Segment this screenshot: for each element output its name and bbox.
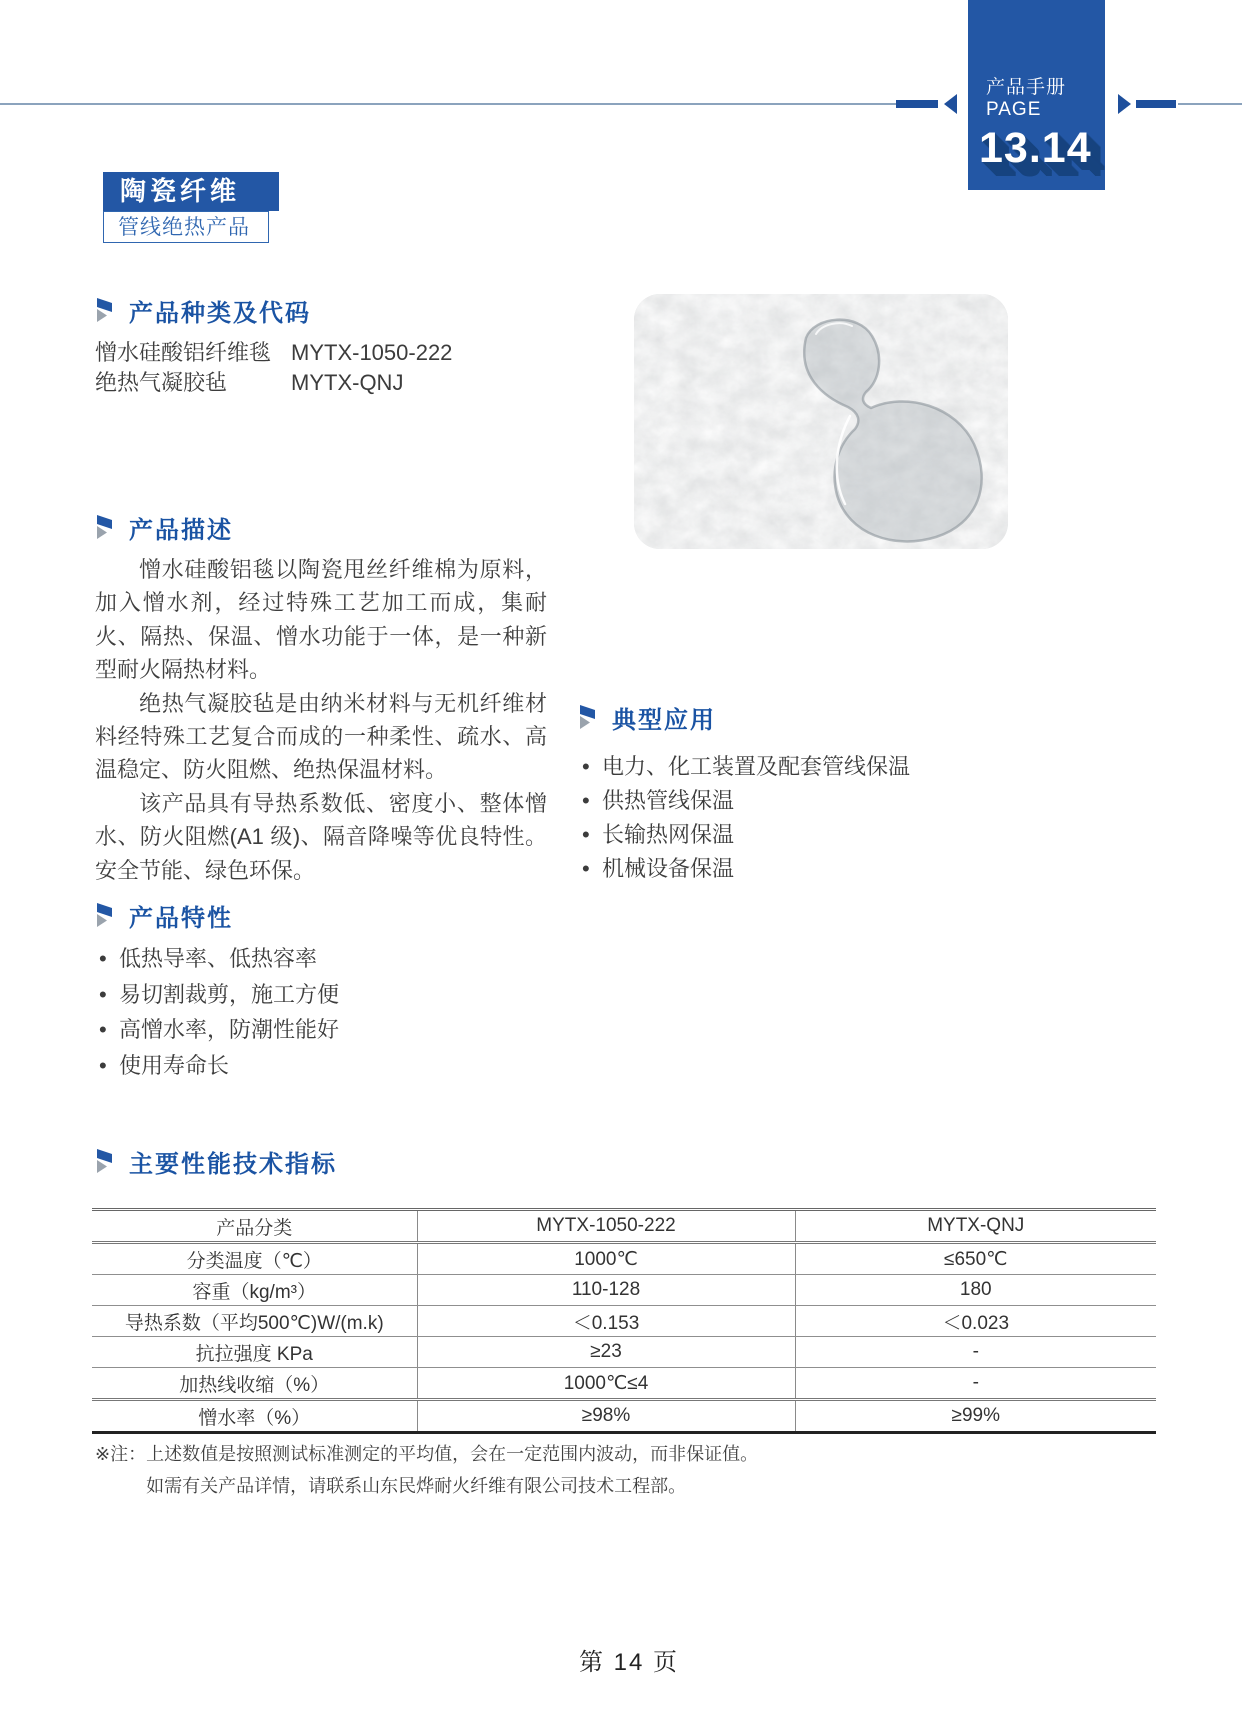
table-row [92,1306,1156,1337]
note-line: 上述数值是按照测试标准测定的平均值，会在一定范围内波动，而非保证值。 [146,1444,759,1464]
flag-icon [95,515,114,540]
row-label: 分类温度（℃） [92,1243,417,1275]
section-title: 产品描述 [129,517,233,544]
section-heading-specs [95,1144,337,1179]
list-item [95,368,555,398]
page-number-box [968,0,1105,190]
booklet-label: 产品手册 [986,77,1067,98]
section-heading-applications [578,700,716,735]
row-label: 导热系数（平均500℃)W/(m.k) [92,1306,417,1337]
cell-value: - [795,1337,1156,1368]
arrow-left-icon [944,94,957,114]
list-item [95,338,555,368]
note-line: 如需有关产品详情，请联系山东民烨耐火纤维有限公司技术工程部。 [146,1476,687,1496]
page-number: 13.14 [979,124,1092,172]
list-item: • 使用寿命长 [97,1048,537,1084]
cell-value: 110-128 [417,1275,795,1306]
note-lines [146,1438,758,1502]
description-text [95,553,547,887]
table-header-row [92,1210,1156,1243]
list-item: • 电力、化工装置及配套管线保温 [580,750,1020,784]
cell-value: 180 [795,1275,1156,1306]
flag-icon [95,903,114,928]
product-code: MYTX-1050-222 [291,340,453,365]
flag-icon [578,705,597,730]
product-code: MYTX-QNJ [291,370,404,395]
category-title-badge: 陶瓷纤维 [103,172,279,211]
row-label: 加热线收缩（%） [92,1368,417,1400]
flag-icon [95,1149,114,1174]
section-title: 典型应用 [612,707,716,734]
paragraph: 该产品具有导热系数低、密度小、整体憎水、防火阻燃(A1 级)、隔音降噪等优良特性。安全节能、绿色环保。 [95,790,547,883]
cell-value: ≥23 [417,1337,795,1368]
header-cell: 产品分类 [92,1210,417,1243]
header-rule-left [0,103,936,105]
table-row [92,1368,1156,1400]
product-name: 绝热气凝胶毡 [95,370,228,395]
subcategory-title-badge: 管线绝热产品 [103,211,269,243]
header-rule-bar-left [896,100,938,108]
section-heading-description [95,510,233,545]
arrow-right-icon [1118,94,1131,114]
product-photo [634,294,1008,549]
list-item: • 供热管线保温 [580,784,1020,818]
cell-value: - [795,1368,1156,1400]
row-label: 容重（kg/m³） [92,1275,417,1306]
cell-value: 1000℃≤4 [417,1368,795,1400]
note-label: ※注： [95,1444,147,1464]
list-item: • 低热导率、低热容率 [97,941,537,977]
cell-value: ＜0.023 [795,1306,1156,1337]
section-title: 主要性能技术指标 [129,1151,337,1178]
header-rule-bar-right [1136,100,1176,108]
section-heading-product-types [95,293,311,328]
list-item: • 长输热网保温 [580,818,1020,852]
cell-value: 1000℃ [417,1243,795,1275]
header-cell: MYTX-1050-222 [417,1210,795,1243]
table-footnote [95,1438,758,1502]
cell-value: ≥98% [417,1400,795,1433]
cell-value: ＜0.153 [417,1306,795,1337]
features-list [97,941,537,1083]
table-row [92,1243,1156,1275]
flag-icon [95,298,114,323]
table-row [92,1275,1156,1306]
list-item: • 易切割裁剪，施工方便 [97,977,537,1013]
list-item: • 高憎水率，防潮性能好 [97,1012,537,1048]
section-title: 产品特性 [129,905,233,932]
applications-list [580,750,1020,886]
row-label: 抗拉强度 KPa [92,1337,417,1368]
footer-page-number: 第 14 页 [578,1649,680,1676]
page-word-label: PAGE [986,99,1042,120]
paragraph: 憎水硅酸铝毯以陶瓷甩丝纤维棉为原料，加入憎水剂，经过特殊工艺加工而成，集耐火、隔热、保温、憎水功能于一体，是一种新型耐火隔热材料。 [95,557,547,683]
header-rule-right [1178,103,1242,105]
product-name: 憎水硅酸铝纤维毯 [95,340,272,365]
header-cell: MYTX-QNJ [795,1210,1156,1243]
section-title: 产品种类及代码 [129,300,311,327]
row-label: 憎水率（%） [198,1407,311,1429]
section-heading-features [95,898,233,933]
table-row [92,1400,1156,1433]
fiber-blanket-image [634,294,1008,549]
paragraph: 绝热气凝胶毡是由纳米材料与无机纤维材料经特殊工艺复合而成的一种柔性、疏水、高温稳定、防火阻燃、绝热保温材料。 [95,690,547,783]
cell-value: ≥99% [795,1400,1156,1433]
table-row [92,1337,1156,1368]
spec-table [92,1208,1156,1434]
cell-value: ≤650℃ [795,1243,1156,1275]
product-type-list [95,338,555,398]
list-item: • 机械设备保温 [580,852,1020,886]
